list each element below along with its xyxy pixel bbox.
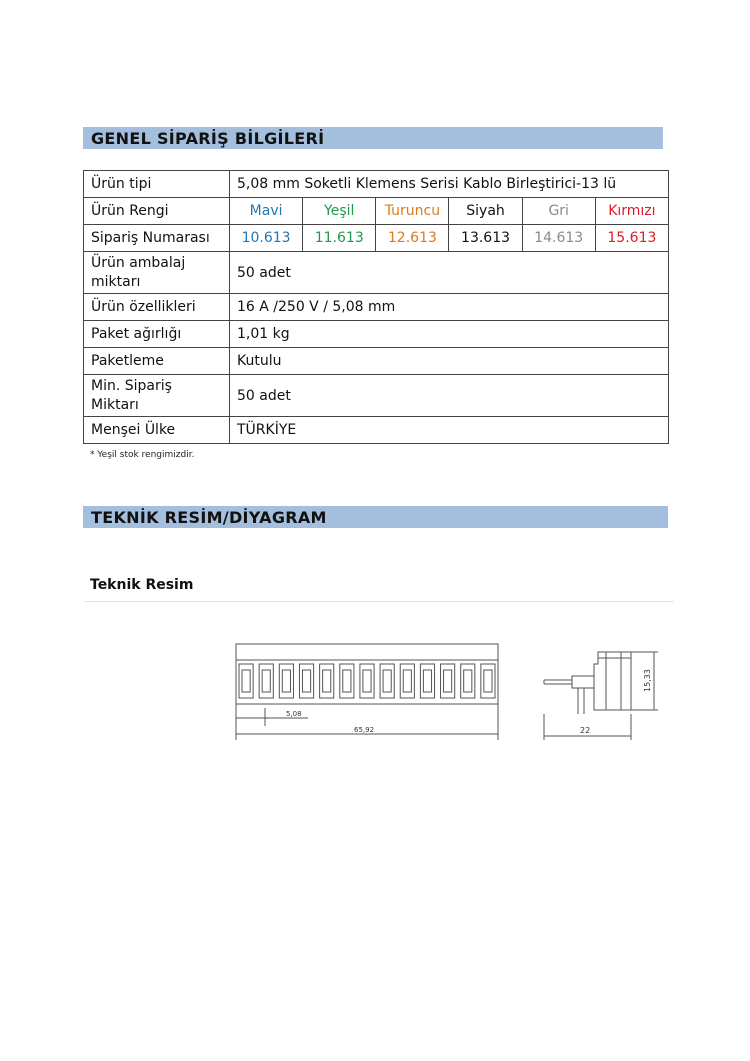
- row-value: 16 A /250 V / 5,08 mm: [230, 294, 669, 321]
- row-value: 50 adet: [230, 252, 669, 294]
- pole-screw: [282, 670, 290, 692]
- row-label: Ürün tipi: [84, 171, 230, 198]
- dim-height-label: 15,33: [643, 669, 652, 692]
- table-row: [84, 225, 669, 252]
- connector-pole: [380, 664, 394, 698]
- color-cell: Siyah: [449, 198, 522, 225]
- table-row: [84, 321, 669, 348]
- row-value: Kutulu: [230, 348, 669, 375]
- connector-pole: [299, 664, 313, 698]
- pole-screw: [423, 670, 431, 692]
- connector-pole: [360, 664, 374, 698]
- connector-pole: [400, 664, 414, 698]
- stock-note: * Yeşil stok rengimizdir.: [90, 450, 195, 460]
- connector-pole: [481, 664, 495, 698]
- color-cell: Kırmızı: [595, 198, 668, 225]
- table-row: [84, 252, 669, 294]
- row-label: Ürün Rengi: [84, 198, 230, 225]
- connector-pole: [259, 664, 273, 698]
- connector-pole: [461, 664, 475, 698]
- table-row: [84, 348, 669, 375]
- drawing-subtitle: Teknik Resim: [90, 577, 194, 593]
- row-label: Ürün özellikleri: [84, 294, 230, 321]
- table-row: [84, 198, 669, 225]
- table-row: [84, 171, 669, 198]
- table-row: [84, 375, 669, 417]
- side-view-drawing: [536, 640, 666, 750]
- pole-screw: [444, 670, 452, 692]
- connector-body: [236, 644, 498, 704]
- pole-screw: [403, 670, 411, 692]
- pole-screw: [363, 670, 371, 692]
- order-number-cell: 11.613: [303, 225, 376, 252]
- dim-pitch-label: 5,08: [286, 710, 302, 718]
- table-row: [84, 417, 669, 444]
- section-title: GENEL SİPARİŞ BİLGİLERİ: [91, 129, 325, 148]
- pole-screw: [262, 670, 270, 692]
- row-label: Menşei Ülke: [84, 417, 230, 444]
- section-header-drawing: [83, 506, 668, 528]
- order-number-cell: 13.613: [449, 225, 522, 252]
- pole-screw: [484, 670, 492, 692]
- connector-pole: [340, 664, 354, 698]
- dim-length-label: 65,92: [354, 726, 375, 734]
- order-number-cell: 12.613: [376, 225, 449, 252]
- color-cell: Yeşil: [303, 198, 376, 225]
- row-label: Paketleme: [84, 348, 230, 375]
- connector-pole: [441, 664, 455, 698]
- connector-pole: [239, 664, 253, 698]
- pole-screw: [343, 670, 351, 692]
- front-view-drawing: [228, 636, 508, 746]
- pole-screw: [302, 670, 310, 692]
- color-cell: Turuncu: [376, 198, 449, 225]
- pole-screw: [323, 670, 331, 692]
- row-value: TÜRKİYE: [230, 417, 669, 444]
- order-number-cell: 15.613: [595, 225, 668, 252]
- row-label: Paket ağırlığı: [84, 321, 230, 348]
- row-label: Ürün ambalaj miktarı: [84, 252, 230, 294]
- dim-depth-label: 22: [580, 726, 591, 735]
- side-profile: [594, 652, 631, 710]
- section-header-general: [83, 127, 663, 149]
- pole-screw: [464, 670, 472, 692]
- divider: [84, 601, 674, 602]
- connector-pole: [420, 664, 434, 698]
- row-value: 5,08 mm Soketli Klemens Serisi Kablo Birleştirici-13 lü: [230, 171, 669, 198]
- pole-screw: [383, 670, 391, 692]
- order-number-cell: 14.613: [522, 225, 595, 252]
- row-value: 50 adet: [230, 375, 669, 417]
- section-title: TEKNİK RESİM/DİYAGRAM: [91, 508, 327, 527]
- color-cell: Gri: [522, 198, 595, 225]
- row-label: Sipariş Numarası: [84, 225, 230, 252]
- table-row: [84, 294, 669, 321]
- connector-pole: [320, 664, 334, 698]
- connector-pole: [279, 664, 293, 698]
- order-info-table: [83, 170, 669, 444]
- color-cell: Mavi: [230, 198, 303, 225]
- order-number-cell: 10.613: [230, 225, 303, 252]
- row-value: 1,01 kg: [230, 321, 669, 348]
- row-label: Min. Sipariş Miktarı: [84, 375, 230, 417]
- pole-screw: [242, 670, 250, 692]
